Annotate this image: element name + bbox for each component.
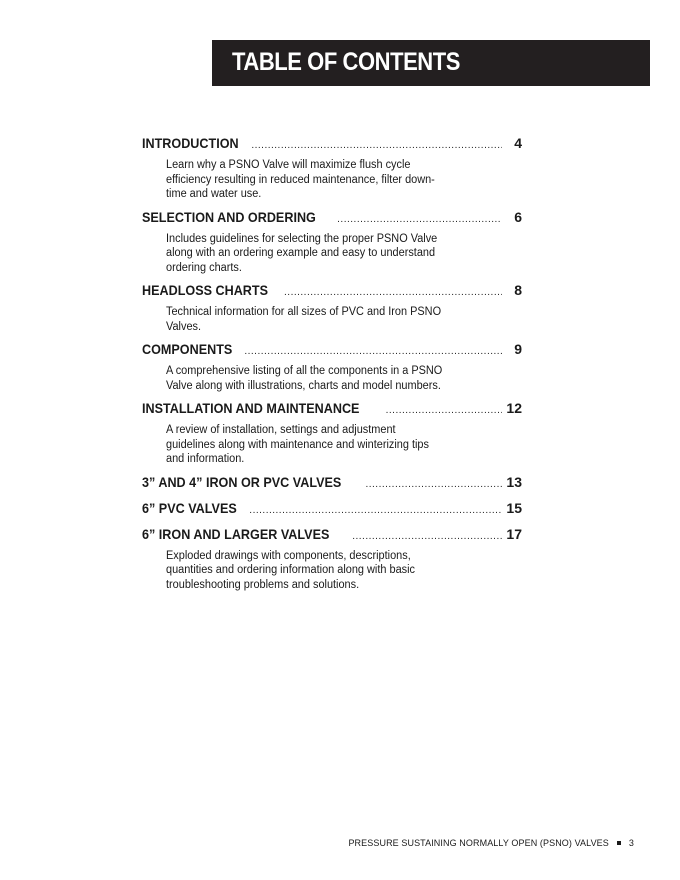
toc-title: 3” AND 4” IRON OR PVC VALVES	[142, 473, 342, 490]
desc-line: A comprehensive listing of all the components in a PSNO	[166, 365, 443, 377]
page-title: TABLE OF CONTENTS	[232, 48, 460, 76]
toc-entry-3-and-4-inch-valves	[142, 475, 522, 492]
toc-description	[166, 305, 486, 334]
desc-line: quantities and ordering information along with basic	[166, 564, 416, 576]
desc-line: Exploded drawings with components, descriptions,	[166, 549, 411, 562]
dot-leader	[386, 403, 502, 418]
toc-description	[166, 158, 486, 202]
page-footer	[348, 838, 634, 848]
toc-heading-row[interactable]	[142, 501, 522, 518]
desc-line: Valves.	[166, 320, 202, 333]
toc-title: 6” PVC VALVES	[142, 499, 237, 516]
toc-title: INTRODUCTION	[142, 135, 239, 151]
toc-title: 6” IRON AND LARGER VALVES	[142, 525, 330, 542]
toc-page-number: 9	[514, 341, 522, 357]
toc-page-number: 8	[514, 282, 522, 298]
desc-line: Technical information for all sizes of PVC and Iron PSNO	[166, 306, 442, 318]
toc-entry-components	[142, 342, 522, 393]
desc-line: Valve along with illustrations, charts and model numbers.	[166, 379, 441, 392]
footer-text: PRESSURE SUSTAINING NORMALLY OPEN (PSNO) VALVES	[348, 838, 609, 848]
toc-page-number: 13	[506, 473, 522, 490]
toc-heading-row[interactable]	[142, 401, 522, 418]
square-bullet-icon	[617, 841, 621, 845]
desc-line: along with an ordering example and easy to understand	[166, 247, 436, 259]
title-banner	[212, 40, 650, 86]
footer-page-number: 3	[628, 838, 634, 848]
toc-description	[166, 232, 486, 276]
desc-line: guidelines along with maintenance and winterizing tips	[166, 438, 429, 451]
toc-entry-installation-and-maintenance	[142, 401, 522, 467]
toc-entry-6-inch-pvc-valves	[142, 501, 522, 518]
toc-description	[166, 364, 486, 393]
toc-heading-row[interactable]	[142, 136, 522, 153]
dot-leader	[337, 212, 502, 227]
toc-entry-6-inch-iron-and-larger-valves	[142, 527, 522, 593]
dot-leader	[284, 285, 502, 300]
desc-line: efficiency resulting in reduced maintenance, filter down-	[166, 173, 435, 186]
toc-page-number: 17	[506, 525, 522, 542]
desc-line: and information.	[166, 453, 245, 465]
toc-page-number: 15	[506, 499, 522, 516]
desc-line: time and water use.	[166, 188, 262, 200]
table-of-contents	[142, 136, 522, 600]
toc-entry-introduction	[142, 136, 522, 202]
toc-description	[166, 423, 486, 467]
dot-leader	[251, 138, 502, 153]
toc-heading-row[interactable]	[142, 210, 522, 227]
toc-heading-row[interactable]	[142, 475, 522, 492]
toc-heading-row[interactable]	[142, 342, 522, 359]
desc-line: Includes guidelines for selecting the proper PSNO Valve	[166, 232, 438, 245]
desc-line: Learn why a PSNO Valve will maximize flush cycle	[166, 159, 411, 171]
dot-leader	[365, 477, 502, 492]
toc-heading-row[interactable]	[142, 283, 522, 300]
dot-leader	[244, 344, 502, 359]
toc-heading-row[interactable]	[142, 527, 522, 544]
toc-page-number: 6	[514, 208, 522, 225]
desc-line: troubleshooting problems and solutions.	[166, 578, 360, 591]
toc-page-number: 12	[506, 400, 522, 416]
dot-leader	[352, 529, 502, 544]
toc-title: COMPONENTS	[142, 341, 233, 357]
desc-line: ordering charts.	[166, 261, 242, 274]
toc-title: SELECTION AND ORDERING	[142, 208, 316, 225]
toc-title: INSTALLATION AND MAINTENANCE	[142, 400, 360, 416]
toc-entry-selection-and-ordering	[142, 210, 522, 276]
dot-leader	[249, 503, 502, 518]
toc-description	[166, 549, 486, 593]
toc-page-number: 4	[514, 135, 522, 151]
desc-line: A review of installation, settings and adjustment	[166, 424, 396, 436]
toc-entry-headloss-charts	[142, 283, 522, 334]
toc-title: HEADLOSS CHARTS	[142, 282, 269, 298]
